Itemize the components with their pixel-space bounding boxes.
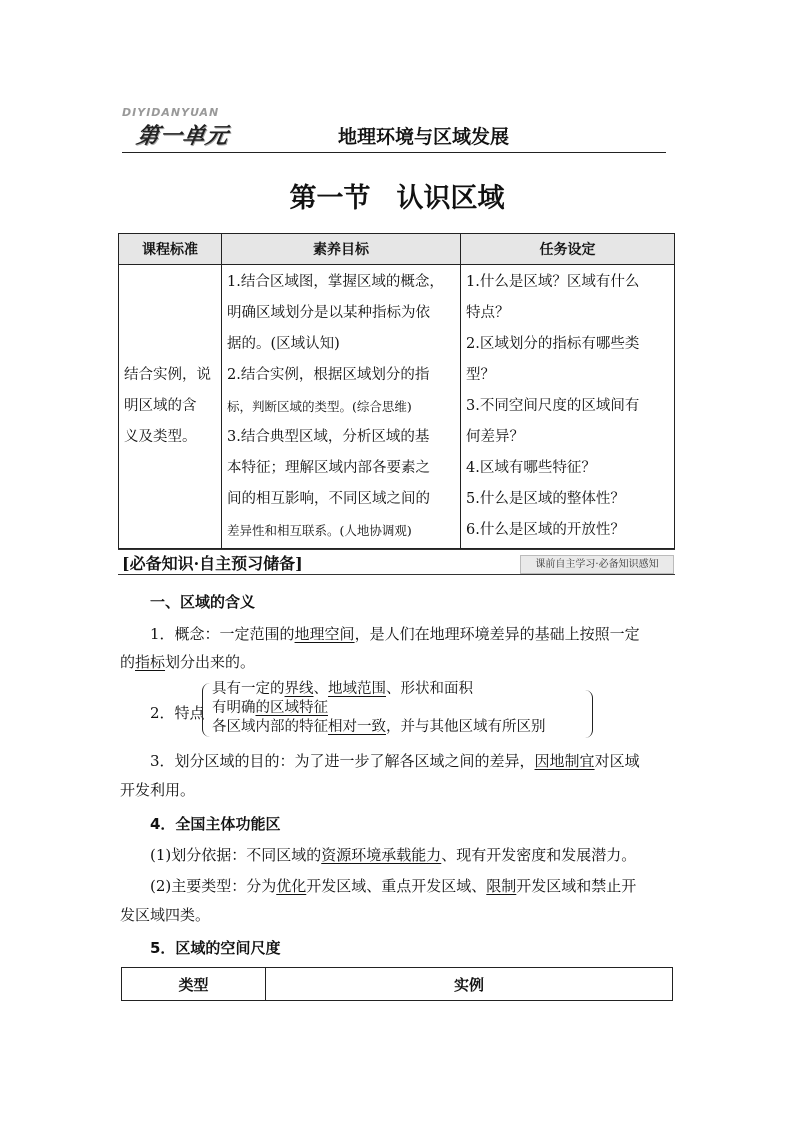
scale-header-type: 类型 [122, 968, 266, 1001]
goal-line: 间的相互影响，不同区域之间的 [227, 491, 430, 507]
underlined-term: 地域范围 [328, 681, 386, 697]
text: 、现有开发密度和发展潜力。 [441, 846, 637, 864]
unit-title: 地理环境与区域发展 [338, 126, 510, 148]
section-name: 认识区域 [396, 183, 505, 214]
text: 开发区域、重点开发区域、 [306, 877, 487, 895]
text: (2)主要类型：分为 [150, 877, 277, 895]
header-goals: 素养目标 [222, 234, 461, 265]
task-line: 何差异？ [466, 429, 524, 445]
feature-item [212, 718, 546, 737]
underlined-term: 指标 [135, 653, 166, 671]
header-standard: 课程标准 [119, 234, 222, 265]
goal-line: 3.结合典型区域，分析区域的基 [227, 429, 430, 445]
goal-line: 据的。(区域认知) [227, 336, 340, 352]
tasks-cell [461, 265, 675, 549]
text: 各区域内部的特征 [212, 719, 328, 735]
task-line: 特点？ [466, 305, 510, 321]
text: ，并与其他区域有所区别 [386, 719, 546, 735]
underlined-term: 地理空间 [294, 625, 355, 643]
text: 开发区域和禁止开 [516, 877, 637, 895]
underlined-term: 限制 [486, 877, 517, 895]
header-rule [122, 152, 666, 153]
goal-line: 差异性和相互联系。(人地协调观) [227, 523, 412, 538]
task-line: 2.区域划分的指标有哪些类 [466, 336, 640, 352]
concept-line-1 [150, 623, 640, 645]
standards-table [118, 233, 675, 549]
knowledge-bar-tag: 课前自主学习·必备知识感知 [520, 555, 674, 574]
unit-label: 第一单元 [134, 124, 231, 149]
task-line: 1.什么是区域？区域有什么 [466, 274, 640, 290]
knowledge-bar-title: [必备知识·自主预习储备] [122, 554, 303, 573]
text: ，是人们在地理环境差异的基础上按照一定 [354, 625, 640, 643]
underlined-term: 优化 [276, 877, 307, 895]
heading-spatial-scale: 5．区域的空间尺度 [150, 939, 281, 957]
task-line: 型？ [466, 367, 495, 383]
text: 、形状和面积 [386, 681, 473, 697]
text: 划分出来的。 [165, 653, 256, 671]
goal-line: 2.结合实例，根据区域划分的指 [227, 367, 430, 383]
concept-line-2 [120, 651, 255, 673]
purpose-line-2: 开发利用。 [120, 781, 196, 799]
types-line-2: 发区域四类。 [120, 906, 211, 924]
goal-line: 明确区域划分是以某种指标为依 [227, 305, 430, 321]
standard-line: 义及类型。 [124, 429, 197, 445]
types-line-1 [150, 875, 636, 897]
goal-line: 1.结合区域图，掌握区域的概念， [227, 274, 444, 290]
task-line: 6.什么是区域的开放性？ [466, 522, 625, 538]
text: 具有一定的 [212, 681, 285, 697]
unit-pinyin: DIYIDANYUAN [122, 106, 220, 119]
text: 的 [120, 653, 136, 671]
feature-label: 2．特点 [150, 704, 205, 722]
feature-item [212, 680, 546, 699]
task-line: 3.不同空间尺度的区域间有 [466, 398, 640, 414]
feature-list [212, 680, 546, 737]
text: (1)划分依据：不同区域的 [150, 846, 322, 864]
standard-line: 明区域的含 [124, 398, 197, 414]
right-brace [582, 690, 593, 738]
task-line: 4.区域有哪些特征？ [466, 460, 596, 476]
text: 1．概念：一定范围的 [150, 625, 295, 643]
heading-region-meaning: 一、区域的含义 [150, 593, 256, 611]
heading-function-zones: 4．全国主体功能区 [150, 815, 281, 833]
purpose-line-1 [150, 750, 640, 772]
goal-line: 本特征；理解区域内部各要素之 [227, 460, 430, 476]
goals-cell [222, 265, 461, 549]
scale-table [121, 967, 673, 1001]
goal-line: 标，判断区域的类型。(综合思维) [227, 399, 412, 414]
task-line: 5.什么是区域的整体性？ [466, 491, 625, 507]
standard-cell [119, 265, 222, 549]
text: 3．划分区域的目的：为了进一步了解各区域之间的差异， [150, 752, 535, 770]
standard-line: 结合实例，说 [124, 367, 211, 383]
text: 、 [313, 681, 328, 697]
basis-line [150, 844, 636, 866]
underlined-term: 相对一致 [328, 719, 386, 735]
header-tasks: 任务设定 [461, 234, 675, 265]
scale-header-example: 实例 [266, 968, 673, 1001]
text: 对区域 [594, 752, 640, 770]
text: 有明确 [212, 700, 256, 716]
underlined-term: 的区域特征 [255, 700, 328, 716]
underlined-term: 资源环境承载能力 [321, 846, 442, 864]
section-title [0, 176, 794, 215]
feature-item [212, 699, 546, 718]
underlined-term: 界线 [284, 681, 314, 697]
underlined-term: 因地制宜 [534, 752, 595, 770]
section-number: 第一节 [289, 183, 371, 214]
